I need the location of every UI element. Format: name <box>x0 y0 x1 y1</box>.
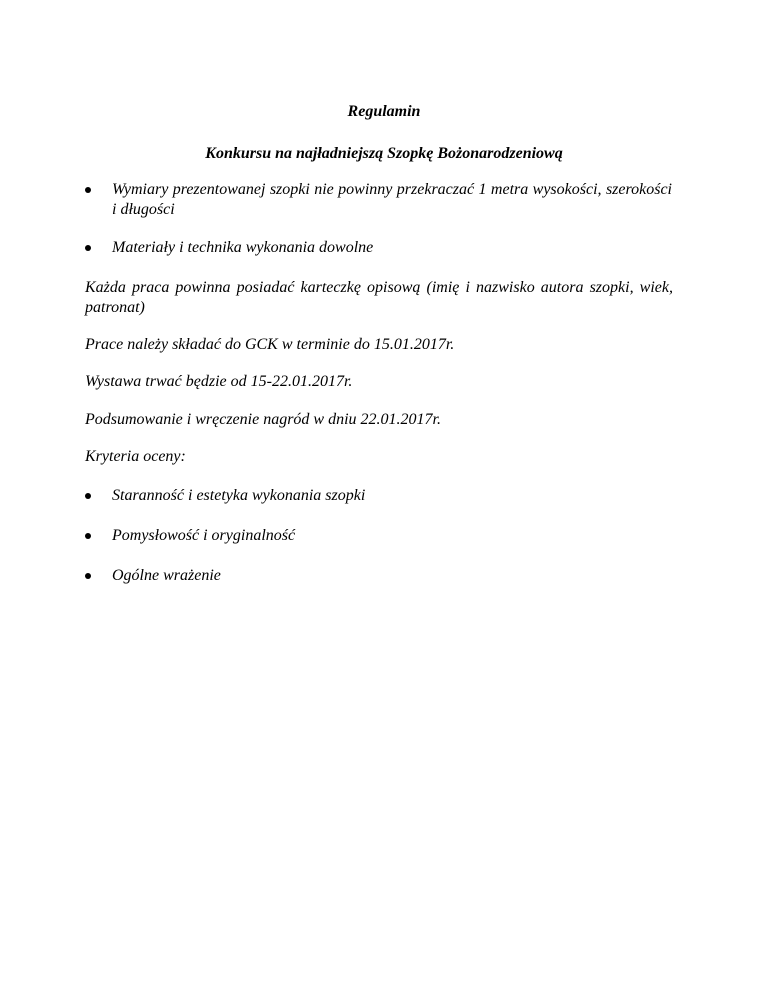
rule-bullet-text: Wymiary prezentowanej szopki nie powinny przekraczać 1 metra wysokości, szerokości i długości <box>112 181 672 218</box>
info-paragraph: Podsumowanie i wręczenie nagród w dniu 22.01.2017r. <box>85 411 441 428</box>
rule-bullet-item <box>112 238 672 258</box>
criteria-bullet-item <box>112 526 672 546</box>
document-title: Regulamin <box>347 103 421 120</box>
criteria-bullet-text: Staranność i estetyka wykonania szopki <box>112 487 366 504</box>
bullet-icon <box>85 493 91 499</box>
rule-bullet-text: Materiały i technika wykonania dowolne <box>112 239 374 256</box>
info-paragraph: Prace należy składać do GCK w terminie do 15.01.2017r. <box>85 336 455 353</box>
criteria-bullet-item <box>112 566 672 586</box>
bullet-icon <box>85 533 91 539</box>
criteria-bullet-item <box>112 486 672 506</box>
info-paragraph: Wystawa trwać będzie od 15-22.01.2017r. <box>85 373 353 390</box>
rule-bullet-item <box>112 180 672 220</box>
bullet-icon <box>85 187 91 193</box>
criteria-heading: Kryteria oceny: <box>85 448 186 465</box>
criteria-bullet-text: Ogólne wrażenie <box>112 567 221 584</box>
document-subtitle: Konkursu na najładniejszą Szopkę Bożonarodzeniową <box>205 145 563 162</box>
info-paragraph: Każda praca powinna posiadać karteczkę opisową (imię i nazwisko autora szopki, wiek, patronat) <box>85 279 673 316</box>
bullet-icon <box>85 573 91 579</box>
criteria-bullet-text: Pomysłowość i oryginalność <box>112 527 296 544</box>
bullet-icon <box>85 245 91 251</box>
